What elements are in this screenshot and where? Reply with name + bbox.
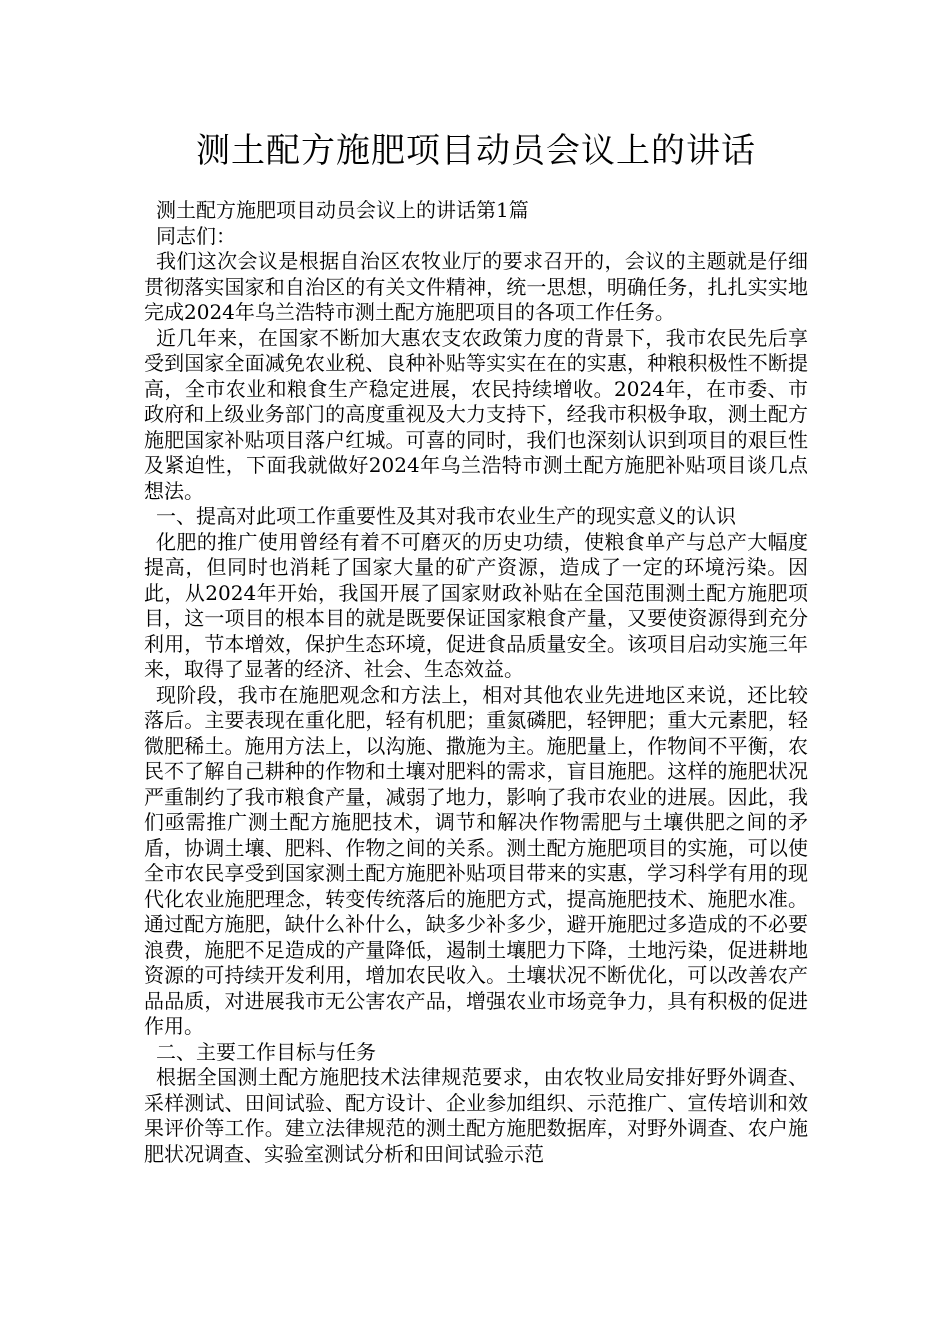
paragraph: 我们这次会议是根据自治区农牧业厅的要求召开的，会议的主题就是仔细贯彻落实国家和自治区的有关文件精神，统一思想，明确任务，扎扎实实地完成2024年乌兰浩特市测土配方施肥项目的各项工作任务。 <box>144 249 808 324</box>
document-title: 测土配方施肥项目动员会议上的讲话 <box>196 131 756 171</box>
document-body <box>144 198 808 1167</box>
salutation: 同志们： <box>156 223 236 248</box>
document-page <box>144 0 808 1167</box>
paragraph: 化肥的推广使用曾经有着不可磨灭的历史功绩，使粮食单产与总产大幅度提高，但同时也消耗了国家大量的矿产资源，造成了一定的环境污染。因此，从2024年开始，我国开展了国家财政补贴在全国范围测土配方施肥项目，这一项目的根本目的就是既要保证国家粮食产量，又要使资源得到充分利用，节本增效，保护生态环境，促进食品质量安全。该项目启动实施三年来，取得了显著的经济、社会、生态效益。 <box>144 529 808 681</box>
section-heading: 测土配方施肥项目动员会议上的讲话第1篇 <box>156 198 529 222</box>
paragraph: 现阶段，我市在施肥观念和方法上，相对其他农业先进地区来说，还比较落后。主要表现在重化肥，轻有机肥；重氮磷肥，轻钾肥；重大元素肥，轻微肥稀土。施用方法上，以沟施、撒施为主。施肥量上，作物间不平衡，农民不了解自己耕种的作物和土壤对肥料的需求，盲目施肥。这样的施肥状况严重制约了我市粮食产量，减弱了地力，影响了我市农业的进展。因此，我们亟需推广测土配方施肥技术，调节和解决作物需肥与土壤供肥之间的矛盾，协调土壤、肥料、作物之间的关系。测土配方施肥项目的实施，可以使全市农民享受到国家测土配方施肥补贴项目带来的实惠，学习科学有用的现代化农业施肥理念，转变传统落后的施肥方式，提高施肥技术、施肥水准。通过配方施肥，缺什么补什么，缺多少补多少，避开施肥过多造成的不必要浪费，施肥不足造成的产量降低，遏制土壤肥力下降，土地污染，促进耕地资源的可持续开发利用，增加农民收入。土壤状况不断优化，可以改善农产品品质，对进展我市无公害农产品，增强农业市场竞争力，具有积极的促进作用。 <box>144 682 808 1038</box>
paragraph: 根据全国测土配方施肥技术法律规范要求，由农牧业局安排好野外调查、采样测试、田间试验、配方设计、企业参加组织、示范推广、宣传培训和效果评价等工作。建立法律规范的测土配方施肥数据库，对野外调查、农户施肥状况调查、实验室测试分析和田间试验示范 <box>144 1065 808 1166</box>
section-heading: 一、提高对此项工作重要性及其对我市农业生产的现实意义的认识 <box>156 504 736 528</box>
section-heading: 二、主要工作目标与任务 <box>156 1039 376 1064</box>
paragraph: 近几年来，在国家不断加大惠农支农政策力度的背景下，我市农民先后享受到国家全面减免农业税、良种补贴等实实在在的实惠，种粮积极性不断提高，全市农业和粮食生产稳定进展，农民持续增收。2024年，在市委、市政府和上级业务部门的高度重视及大力支持下，经我市积极争取，测土配方施肥国家补贴项目落户红城。可喜的同时，我们也深刻认识到项目的艰巨性及紧迫性，下面我就做好2024年乌兰浩特市测土配方施肥补贴项目谈几点想法。 <box>144 325 808 503</box>
